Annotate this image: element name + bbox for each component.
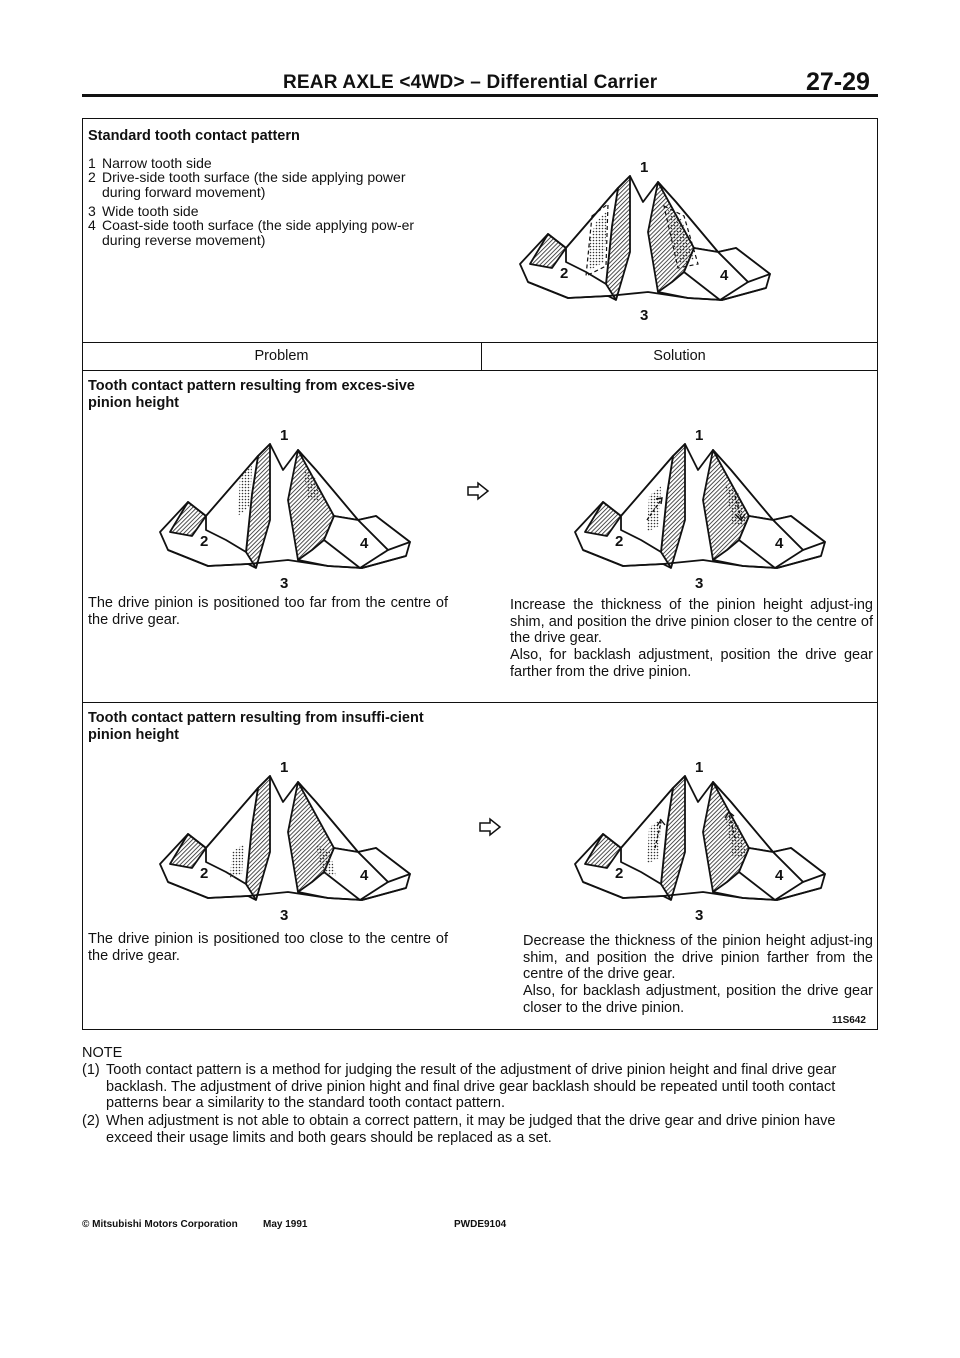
diagram-label-2: 2 bbox=[200, 533, 209, 550]
note-text: When adjustment is not able to obtain a correct pattern, it may be judged that the drive gear and drive pinion have exceed their usage limits and both gears should be replaced as a set. bbox=[106, 1113, 836, 1146]
divider-row bbox=[82, 702, 878, 703]
row1-solution-text-2: Also, for backlash adjustment, position the drive gear farther from the drive pinion. bbox=[510, 647, 873, 680]
row1-problem-gear-diagram bbox=[148, 420, 418, 590]
gear-tooth-icon bbox=[148, 420, 418, 590]
column-header-problem: Problem bbox=[254, 348, 309, 364]
diagram-label-4: 4 bbox=[720, 267, 729, 284]
diagram-label-1: 1 bbox=[280, 427, 289, 444]
diagram-label-1: 1 bbox=[695, 759, 704, 776]
item-text: Drive-side tooth surface (the side applying power during forward movement) bbox=[102, 169, 406, 200]
diagram-label-2: 2 bbox=[615, 865, 624, 882]
diagram-label-2: 2 bbox=[560, 265, 569, 282]
row1-problem-text: The drive pinion is positioned too far from the centre of the drive gear. bbox=[88, 595, 448, 628]
diagram-label-3: 3 bbox=[280, 907, 289, 922]
note-title: NOTE bbox=[82, 1045, 123, 1061]
standard-item bbox=[88, 218, 448, 247]
standard-gear-diagram bbox=[508, 152, 778, 322]
divider-column-header bbox=[82, 370, 878, 371]
diagram-label-4: 4 bbox=[360, 535, 369, 552]
diagram-label-3: 3 bbox=[695, 907, 704, 922]
page-number: 27-29 bbox=[806, 68, 870, 96]
note-number: (2) bbox=[82, 1113, 100, 1129]
diagram-label-1: 1 bbox=[640, 159, 649, 176]
diagram-label-2: 2 bbox=[200, 865, 209, 882]
row2-problem-gear-diagram bbox=[148, 752, 418, 922]
item-text: Wide tooth side bbox=[102, 203, 199, 219]
row2-solution-text: Decrease the thickness of the pinion height adjust-ing shim, and position the drive pinion farther from the centre of the drive gear. bbox=[523, 933, 873, 982]
note-item bbox=[82, 1113, 882, 1146]
item-number: 3 bbox=[88, 203, 96, 219]
diagram-label-3: 3 bbox=[640, 307, 649, 322]
footer-code: PWDE9104 bbox=[454, 1219, 507, 1230]
gear-tooth-icon bbox=[563, 752, 833, 922]
item-text: Narrow tooth side bbox=[102, 155, 212, 171]
row2-heading: Tooth contact pattern resulting from insuffi-cient pinion height bbox=[88, 710, 424, 743]
header-rule bbox=[82, 94, 878, 97]
row1-solution-gear-diagram bbox=[563, 420, 833, 590]
item-number: 4 bbox=[88, 217, 96, 233]
footer-copyright: © Mitsubishi Motors Corporation bbox=[82, 1219, 238, 1230]
diagram-label-4: 4 bbox=[775, 535, 784, 552]
diagram-label-4: 4 bbox=[775, 867, 784, 884]
divider-standard bbox=[82, 342, 878, 343]
standard-item bbox=[88, 170, 448, 199]
row1-heading: Tooth contact pattern resulting from exces-sive pinion height bbox=[88, 378, 415, 411]
right-arrow-icon bbox=[466, 481, 492, 506]
column-header-solution: Solution bbox=[653, 348, 706, 364]
diagram-label-4: 4 bbox=[360, 867, 369, 884]
standard-heading: Standard tooth contact pattern bbox=[88, 128, 300, 144]
gear-tooth-icon bbox=[508, 152, 778, 322]
diagram-label-3: 3 bbox=[695, 575, 704, 590]
footer-date: May 1991 bbox=[263, 1219, 308, 1230]
item-number: 1 bbox=[88, 155, 96, 171]
page-header-title: REAR AXLE <4WD> – Differential Carrier bbox=[283, 72, 658, 93]
note-item bbox=[82, 1062, 882, 1112]
gear-tooth-icon bbox=[148, 752, 418, 922]
diagram-label-2: 2 bbox=[615, 533, 624, 550]
right-arrow-icon bbox=[478, 817, 504, 842]
note-text: Tooth contact pattern is a method for judging the result of the adjustment of drive pinion height and final drive gear backlash. The adjustment of drive pinion hight and final drive gear backlash should be repeated until tooth contact patterns bear a similarity to the standard tooth contact pattern. bbox=[106, 1062, 837, 1111]
diagram-label-1: 1 bbox=[280, 759, 289, 776]
row1-solution-text: Increase the thickness of the pinion height adjust-ing shim, and position the drive pinion closer to the centre of the drive gear. bbox=[510, 597, 873, 646]
figure-code: 11S642 bbox=[832, 1015, 866, 1026]
diagram-label-1: 1 bbox=[695, 427, 704, 444]
row2-problem-text: The drive pinion is positioned too close to the centre of the drive gear. bbox=[88, 931, 448, 964]
diagram-label-3: 3 bbox=[280, 575, 289, 590]
note-number: (1) bbox=[82, 1062, 100, 1078]
row2-solution-gear-diagram bbox=[563, 752, 833, 922]
gear-tooth-icon bbox=[563, 420, 833, 590]
item-number: 2 bbox=[88, 169, 96, 185]
item-text: Coast-side tooth surface (the side applying pow-er during reverse movement) bbox=[102, 217, 415, 248]
row2-solution-text-2: Also, for backlash adjustment, position the drive gear closer to the drive pinion. bbox=[523, 983, 873, 1016]
